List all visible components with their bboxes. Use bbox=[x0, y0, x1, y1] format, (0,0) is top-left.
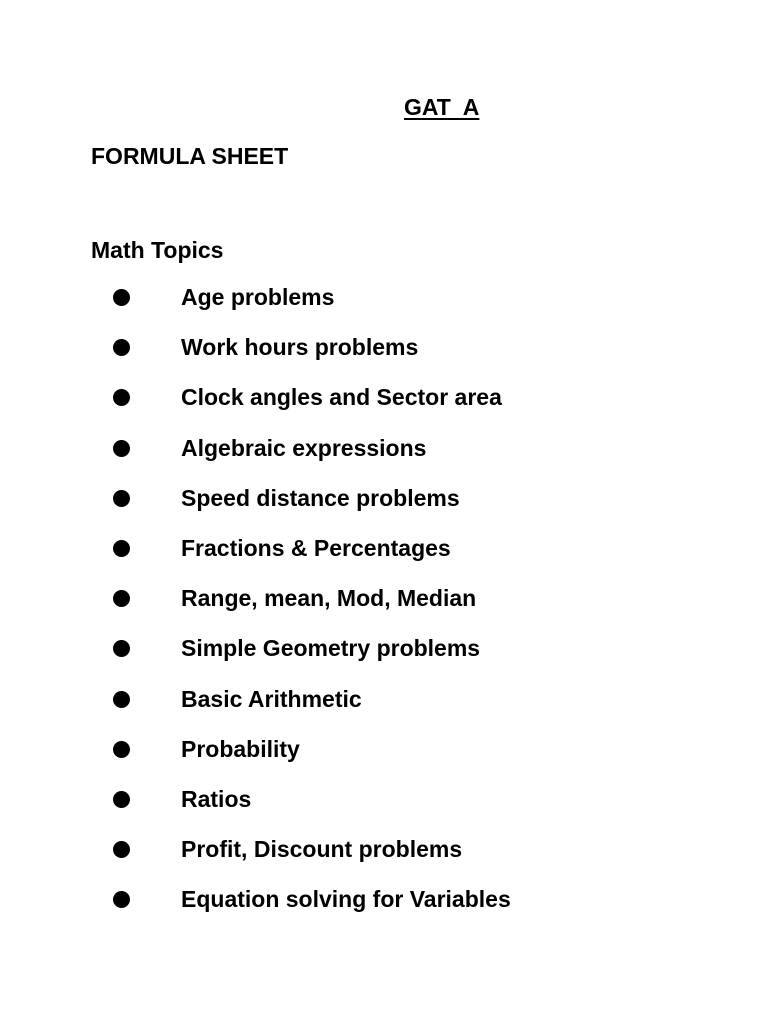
section-heading: Math Topics bbox=[91, 237, 224, 263]
topic-label: Age problems bbox=[181, 284, 335, 310]
bullet-icon bbox=[113, 289, 130, 306]
bullet-icon bbox=[113, 590, 130, 607]
topic-label: Work hours problems bbox=[181, 334, 419, 361]
topic-label: Clock angles and Sector area bbox=[181, 384, 502, 411]
bullet-icon bbox=[113, 440, 130, 457]
topic-label: Profit, Discount problems bbox=[181, 836, 463, 863]
topic-item bbox=[0, 835, 768, 885]
topic-item bbox=[0, 434, 768, 484]
topic-item bbox=[0, 735, 768, 785]
topic-label: Simple Geometry problems bbox=[181, 635, 481, 662]
topic-item bbox=[0, 634, 768, 684]
topic-item bbox=[0, 333, 768, 383]
topic-item bbox=[0, 885, 768, 935]
topic-label: Equation solving for Variables bbox=[181, 886, 511, 913]
topic-item bbox=[0, 785, 768, 835]
topic-label: Basic Arithmetic bbox=[181, 685, 362, 712]
bullet-icon bbox=[113, 691, 130, 708]
bullet-icon bbox=[113, 891, 130, 908]
bullet-icon bbox=[113, 640, 130, 657]
topic-label: Ratios bbox=[181, 785, 252, 812]
bullet-icon bbox=[113, 741, 130, 758]
topic-label: Fractions & Percentages bbox=[181, 534, 451, 561]
topic-label: Probability bbox=[181, 735, 300, 762]
topic-label: Speed distance problems bbox=[181, 484, 460, 511]
bullet-icon bbox=[113, 490, 130, 507]
topic-item bbox=[0, 383, 768, 433]
bullet-icon bbox=[113, 540, 130, 557]
topic-item bbox=[0, 584, 768, 634]
topic-item bbox=[0, 534, 768, 584]
document-title: GAT A bbox=[404, 94, 480, 120]
topic-label: Algebraic expressions bbox=[181, 434, 427, 461]
bullet-icon bbox=[113, 339, 130, 356]
document-subtitle: FORMULA SHEET bbox=[91, 143, 289, 169]
bullet-icon bbox=[113, 841, 130, 858]
topic-item bbox=[0, 283, 768, 333]
bullet-icon bbox=[113, 791, 130, 808]
topic-item bbox=[0, 484, 768, 534]
topic-label: Range, mean, Mod, Median bbox=[181, 585, 477, 612]
topic-list bbox=[0, 283, 768, 935]
bullet-icon bbox=[113, 389, 130, 406]
topic-item bbox=[0, 685, 768, 735]
